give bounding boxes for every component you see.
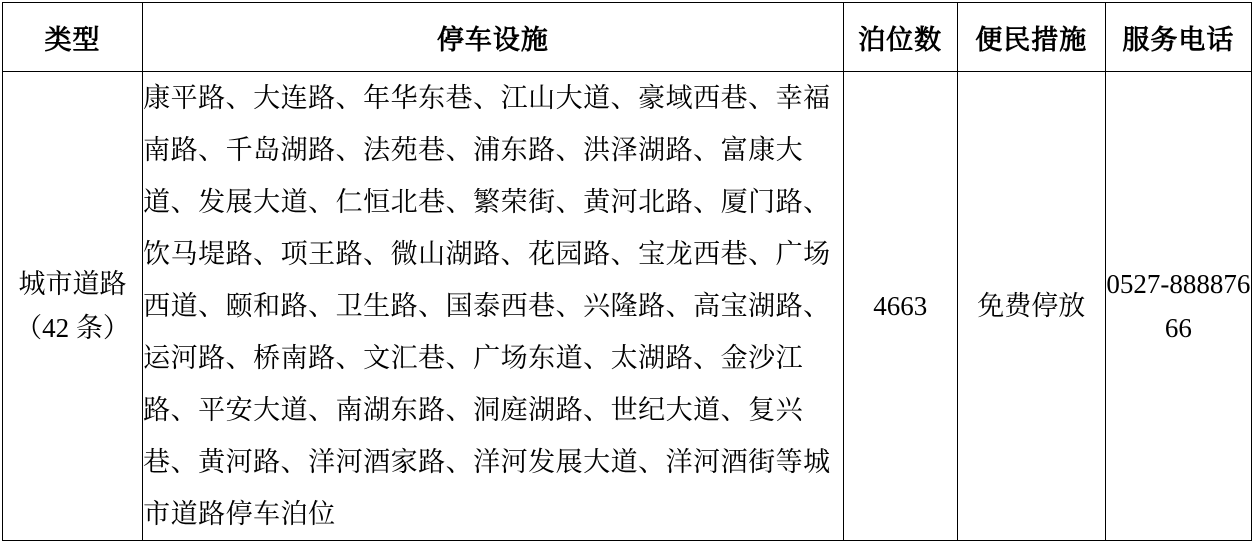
cell-slot-count: 4663 — [843, 72, 957, 541]
cell-type-name: 城市道路 — [18, 269, 127, 299]
table-header-row — [3, 3, 1252, 72]
header-facility: 停车设施 — [143, 3, 844, 72]
header-type: 类型 — [3, 3, 143, 72]
table-row — [3, 72, 1252, 541]
cell-service-phone: 0527-88887666 — [1105, 72, 1251, 541]
cell-type-count: （42 条） — [15, 313, 130, 343]
cell-type — [3, 72, 143, 541]
table-body — [3, 72, 1252, 541]
cell-facility-list: 康平路、大连路、年华东巷、江山大道、豪域西巷、幸福南路、千岛湖路、法苑巷、浦东路、洪泽湖路、富康大道、发展大道、仁恒北巷、繁荣街、黄河北路、厦门路、饮马堤路、项王路、微山湖路、花园路、宝龙西巷、广场西道、颐和路、卫生路、国泰西巷、兴隆路、高宝湖路、运河路、桥南路、文汇巷、广场东道、太湖路、金沙江路、平安大道、南湖东路、洞庭湖路、世纪大道、复兴巷、黄河路、洋河酒家路、洋河发展大道、洋河酒街等城市道路停车泊位 — [143, 72, 844, 541]
header-measure: 便民措施 — [957, 3, 1105, 72]
document-page — [0, 2, 1254, 551]
parking-facilities-table — [2, 2, 1252, 541]
header-phone: 服务电话 — [1105, 3, 1251, 72]
header-slots: 泊位数 — [843, 3, 957, 72]
cell-convenience-measure: 免费停放 — [957, 72, 1105, 541]
table-header — [3, 3, 1252, 72]
